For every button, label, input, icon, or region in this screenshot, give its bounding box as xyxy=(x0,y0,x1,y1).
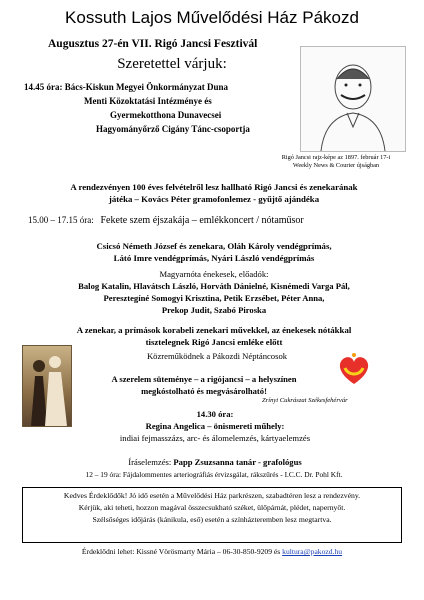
screening-line: 12 – 19 óra: Fájdalommentes arteriográfiás érvizsgálat, rákszűrés - I.C.C. Dr. Pohl Kft. xyxy=(85,470,343,479)
tribute-text xyxy=(24,324,404,348)
notice-line: Kérjük, aki teheti, hozzon magával összecsukható széket, ülőpárnát, plédet, napernyőt. xyxy=(78,503,346,512)
schedule-line: Gyermekotthona Dunavecsei xyxy=(110,110,222,120)
singers-intro: Magyarnóta énekesek, előadók: xyxy=(159,269,269,279)
schedule-line: Hagyományőrző Cigány Tánc-csoportja xyxy=(96,124,250,134)
graphology-line xyxy=(80,457,350,467)
tribute-line: tisztelegnek Rigó Jancsi emléke előtt xyxy=(145,337,283,347)
dancers-note: Közreműködnek a Pákozdi Néptáncosok xyxy=(146,351,288,361)
singers-line: Balog Katalin, Hlavátsch László, Horváth Dánielné, Kisnémedi Varga Pál, xyxy=(78,281,350,291)
recording-line: A rendezvényen 100 éves felvételről lesz hallható Rigó Jancsi és zenekarának xyxy=(70,182,358,192)
recording-note xyxy=(24,181,404,205)
band-line: Csicsó Németh József és zenekara, Oláh Károly vendégprímás, xyxy=(96,241,332,251)
schedule-line: Menti Közoktatási Intézménye és xyxy=(84,96,212,106)
notice-line: Szélsőséges időjárás (kánikula, eső) esetén a színházteremben lesz megtartva. xyxy=(92,515,332,524)
graphology-label: Íráselemzés: xyxy=(128,457,172,467)
cake-line: A szerelem süteménye – a rigójancsi – a helyszínen xyxy=(111,374,297,384)
singers-section xyxy=(24,268,404,316)
tribute-line: A zenekar, a prímások korabeli zenekari művekkel, az énekesek nótákkal xyxy=(76,325,352,335)
concert-title: Fekete szem éjszakája – emlékkoncert / nótaműsor xyxy=(100,215,304,226)
cake-line: megkóstolható és megvásárolható! xyxy=(141,386,267,396)
recording-line: játéka – Kovács Péter gramofonlemez - gyűjtő ajándéka xyxy=(108,194,320,204)
workshop-title: Regina Angelica – önismereti műhely: xyxy=(145,421,285,431)
contact-text: Érdeklődni lehet: Kissné Vörösmarty Mária – 06-30-850-9209 és xyxy=(81,547,281,556)
rigo-jancsi-portrait xyxy=(300,46,406,152)
band-line: Látó Imre vendégprímás, Nyári László vendégprímás xyxy=(113,253,315,263)
singers-line: Peresztegíné Somogyi Krisztina, Petik Erzsébet, Péter Anna, xyxy=(103,293,325,303)
schedule-line: 14.45 óra: Bács-Kiskun Megyei Önkormányzat Duna xyxy=(24,82,229,92)
heart-logo xyxy=(335,350,373,388)
workshop-section xyxy=(80,408,350,444)
caption-line: Rigó Jancsi rajz-képe az 1897. február 17-i xyxy=(281,154,391,161)
welcome-text: Szeretettel várjuk: xyxy=(117,56,227,72)
notice-line: Kedves Érdeklődők! Jó idő esetén a Művelődési Ház parkrészen, szabadtéren lesz a rendezvény. xyxy=(63,491,361,500)
portrait-caption xyxy=(252,154,420,170)
concert-time: 15.00 – 17.15 óra: xyxy=(28,215,94,225)
workshop-desc: indiai fejmasszázs, arc- és álomelemzés, kártyaelemzés xyxy=(119,433,311,443)
band-list xyxy=(24,240,404,264)
page-title: Kossuth Lajos Művelődési Ház Pákozd xyxy=(65,8,359,27)
contact-line xyxy=(0,547,424,556)
concert-heading xyxy=(28,214,408,227)
schedule-1445 xyxy=(24,80,294,136)
historic-couple-photo xyxy=(22,345,72,427)
cake-note xyxy=(104,373,304,397)
workshop-time: 14.30 óra: xyxy=(196,409,234,419)
festival-heading: Augusztus 27-én VII. Rigó Jancsi Fesztivál xyxy=(48,38,258,50)
singers-line: Prekop Judit, Szabó Piroska xyxy=(161,305,267,315)
graphology-name: Papp Zsuzsanna tanár - grafológus xyxy=(173,457,302,467)
caption-line: Weekly News & Courier újságban xyxy=(292,162,380,169)
notice-box xyxy=(22,487,402,543)
sponsor-text: Zrínyi Cukrászat Székesfehérvár xyxy=(262,397,348,404)
email-link[interactable]: kultura@pakozd.hu xyxy=(282,547,343,556)
